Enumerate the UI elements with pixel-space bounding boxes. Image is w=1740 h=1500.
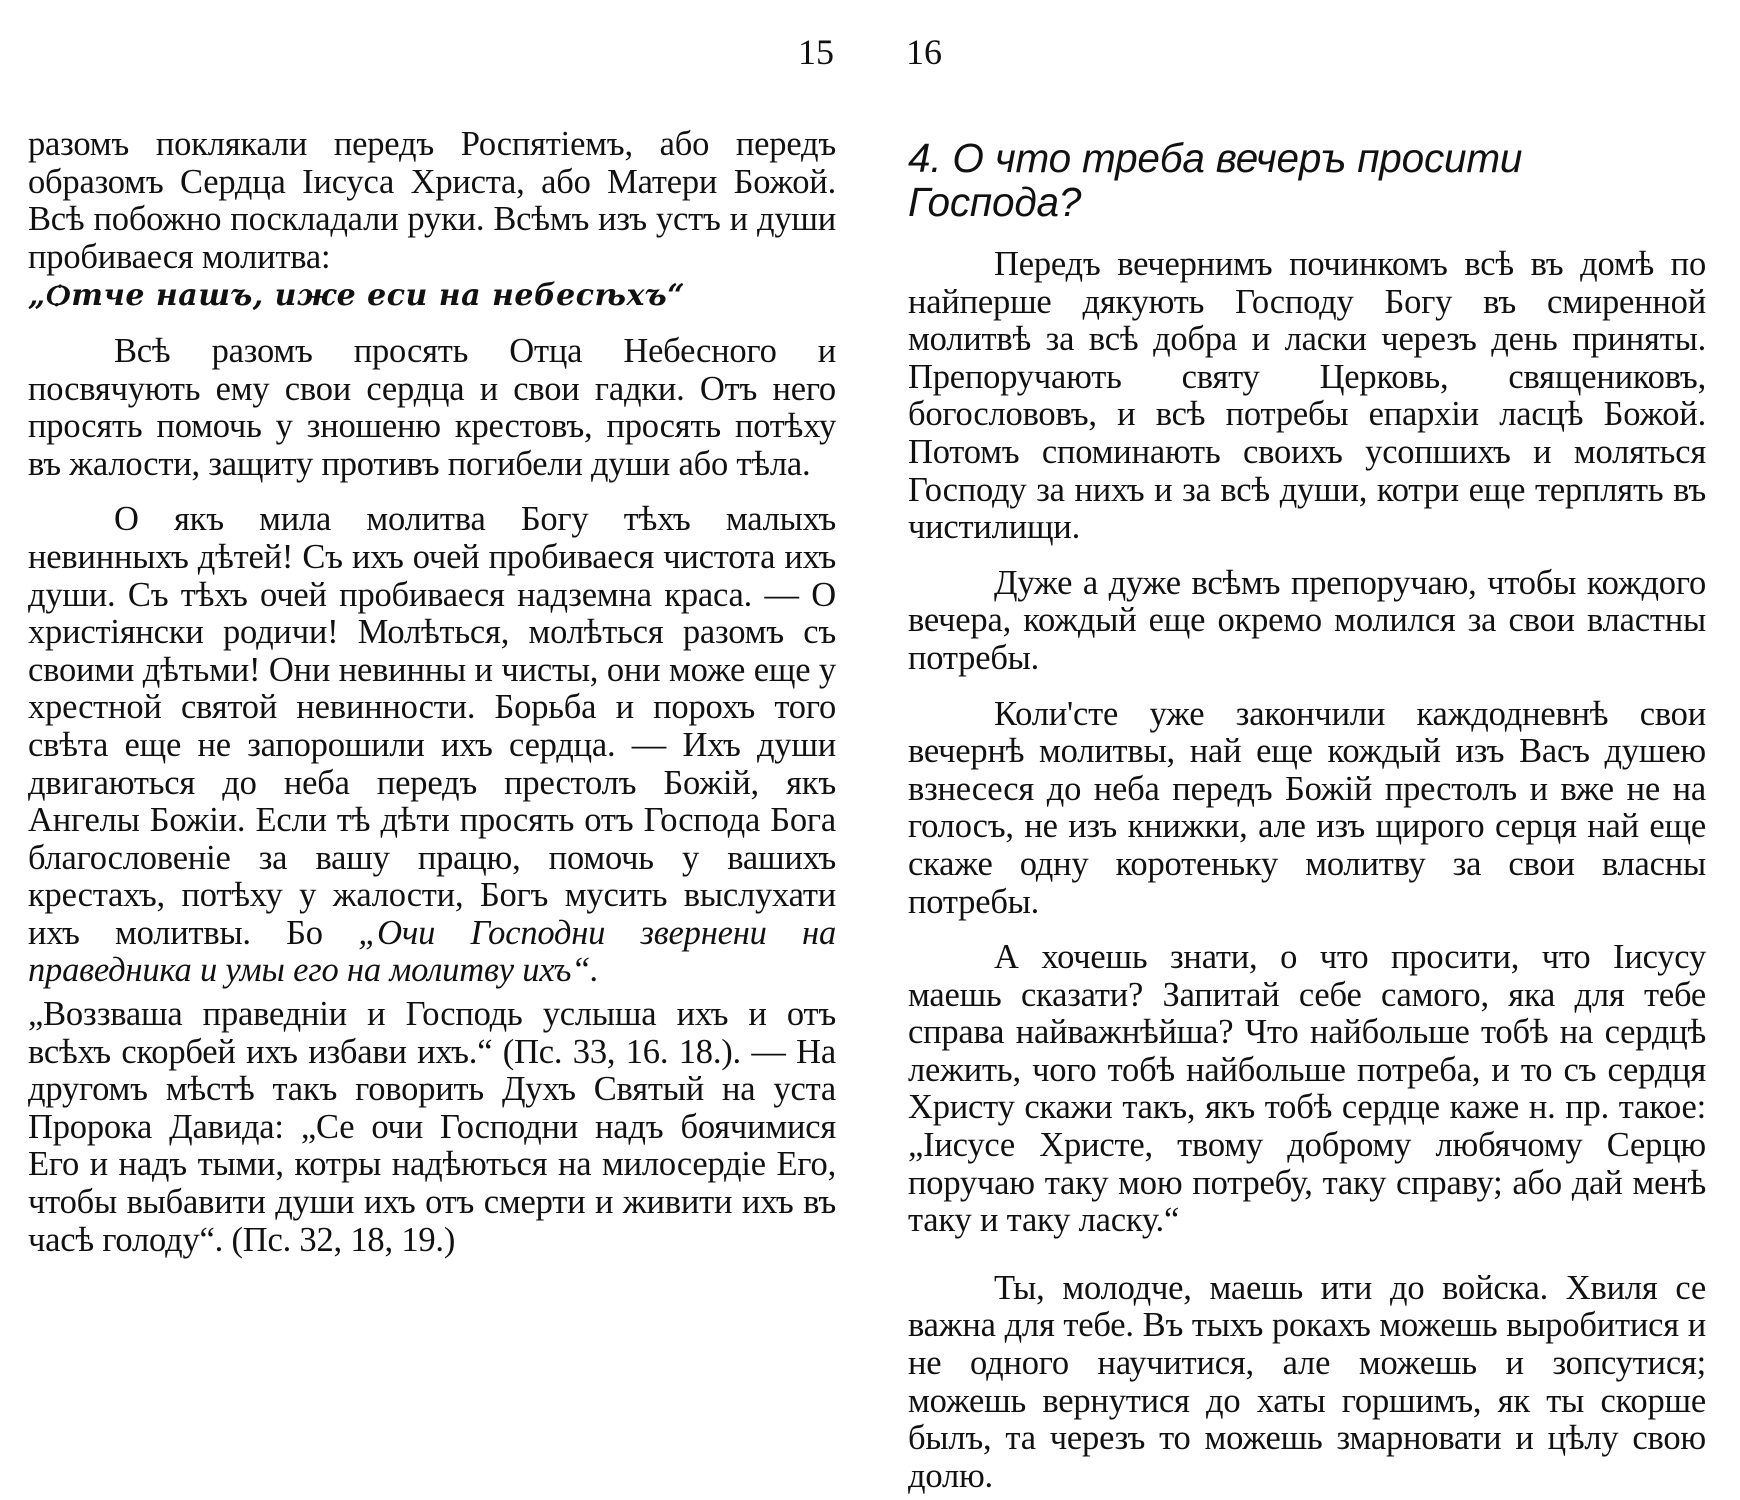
left-paragraph-2: Всѣ разомъ просять Отца Небесного и посвячують ему свои сердца и свои гадки. Отъ него просять помочь у зношеню крестовъ, просять потѣху въ жалости, защиту противъ погибели души або тѣла. xyxy=(28,331,836,483)
right-paragraph-2: Дуже а дуже всѣмъ препоручаю, чтобы кождого вечера, кождый еще окремо молился за свои властны потребы. xyxy=(908,563,1706,677)
right-paragraph-4: А хочешь знати, о что просити, что Іисусу маешь сказати? Запитай себе самого, яка для тебе справа найважнѣйша? Что найбольше тобѣ на сердцѣ лежить, чого тобѣ найбольше потреба, и то съ сердця Христу скажи такъ, якъ тобѣ сердце каже н. пр. такое: „Іисусе Христе, твому доброму любячому Серцю поручаю таку мою потребу, таку справу; або дай менѣ таку и таку ласку.“ xyxy=(908,938,1706,1240)
left-paragraph-1 xyxy=(28,126,836,315)
right-page-column xyxy=(908,136,1706,1495)
left-paragraph-1-text: разомъ поклякали передъ Роспятіемъ, або передъ образомъ Сердца Іисуса Христа, або Матери Божой. Всѣ побожно поскладали руки. Всѣмъ изъ устъ и души пробиваеся молитва: xyxy=(28,125,836,276)
left-paragraph-3 xyxy=(28,501,836,990)
left-paragraph-4: „Воззваша праведніи и Господь услыша ихъ и отъ всѣхъ скорбей ихъ избави ихъ.“ (Пс. 33, 16. 18.). — На другомъ мѣстѣ такъ говорить Духъ Святый на уста Пророка Давида: „Се очи Господни надъ боячимися Его и надъ тыми, котры надѣються на милосердіе Его, чтобы выбавити души ихъ отъ смерти и живити ихъ въ часѣ голоду“. (Пс. 32, 18, 19.) xyxy=(28,995,836,1259)
page-number-left: 15 xyxy=(798,32,834,72)
church-slavonic-prayer-line: „Ѻтче нашъ, иже еси на небесѣхъ“ xyxy=(28,278,685,314)
scripture-quote-italic: „Очи Господни звернени на праведника и умы его на молитву ихъ“. xyxy=(28,913,837,990)
right-paragraph-3: Коли'сте уже закончили каждодневнѣ свои вечернѣ молитвы, най еще кождый изъ Васъ душею взнесеся до неба передъ Божій престолъ и вже не на голосъ, не изъ книжки, але изъ щирого серця най еще скаже одну коротеньку молитву за свои власны потребы. xyxy=(908,694,1706,921)
page-number-right: 16 xyxy=(906,32,942,72)
left-paragraph-3-text: О якъ мила молитва Богу тѣхъ малыхъ невинныхъ дѣтей! Съ ихъ очей пробиваеся чистота ихъ души. Съ тѣхъ очей пробиваеся надземна краса. — О христіянски родичи! Молѣться, молѣться разомъ съ своими дѣтьми! Они невинны и чисты, они може еще у хрестной святой невинности. Борьба и порохъ того свѣта еще не запорошили ихъ сердца. — Ихъ души двигаються до неба передъ престолъ Божій, якъ Ангелы Божіи. Если тѣ дѣти просять отъ Господа Бога благословеніе за вашу працю, помочь у вашихъ крестахъ, потѣху у жалости, Богъ мусить выслухати ихъ молитвы. Бо xyxy=(28,500,836,952)
right-paragraph-1: Передъ вечернимъ починкомъ всѣ въ домѣ по найперше дякують Господу Богу въ смиренной молитвѣ за всѣ добра и ласки черезъ день приняты. Препоручають святу Церковь, священиковъ, богослововъ, и всѣ потребы епархіи ласцѣ Божой. Потомъ споминають своихъ усопшихъ и моляться Господу за нихъ и за всѣ души, котри еще терплять въ чистилищи. xyxy=(908,245,1706,547)
section-heading: 4. О что треба вечеръ просити Господа? xyxy=(908,135,1523,225)
right-paragraph-5: Ты, молодче, маешь ити до войска. Хвиля се важна для тебе. Въ тыхъ рокахъ можешь выробитися и не одного научитися, але можешь и зопсутися; можешь вернутися до хаты горшимъ, як ты скорше былъ, та черезъ то можешь змарновати и цѣлу свою долю. xyxy=(908,1268,1706,1495)
left-page-column xyxy=(28,126,836,1259)
